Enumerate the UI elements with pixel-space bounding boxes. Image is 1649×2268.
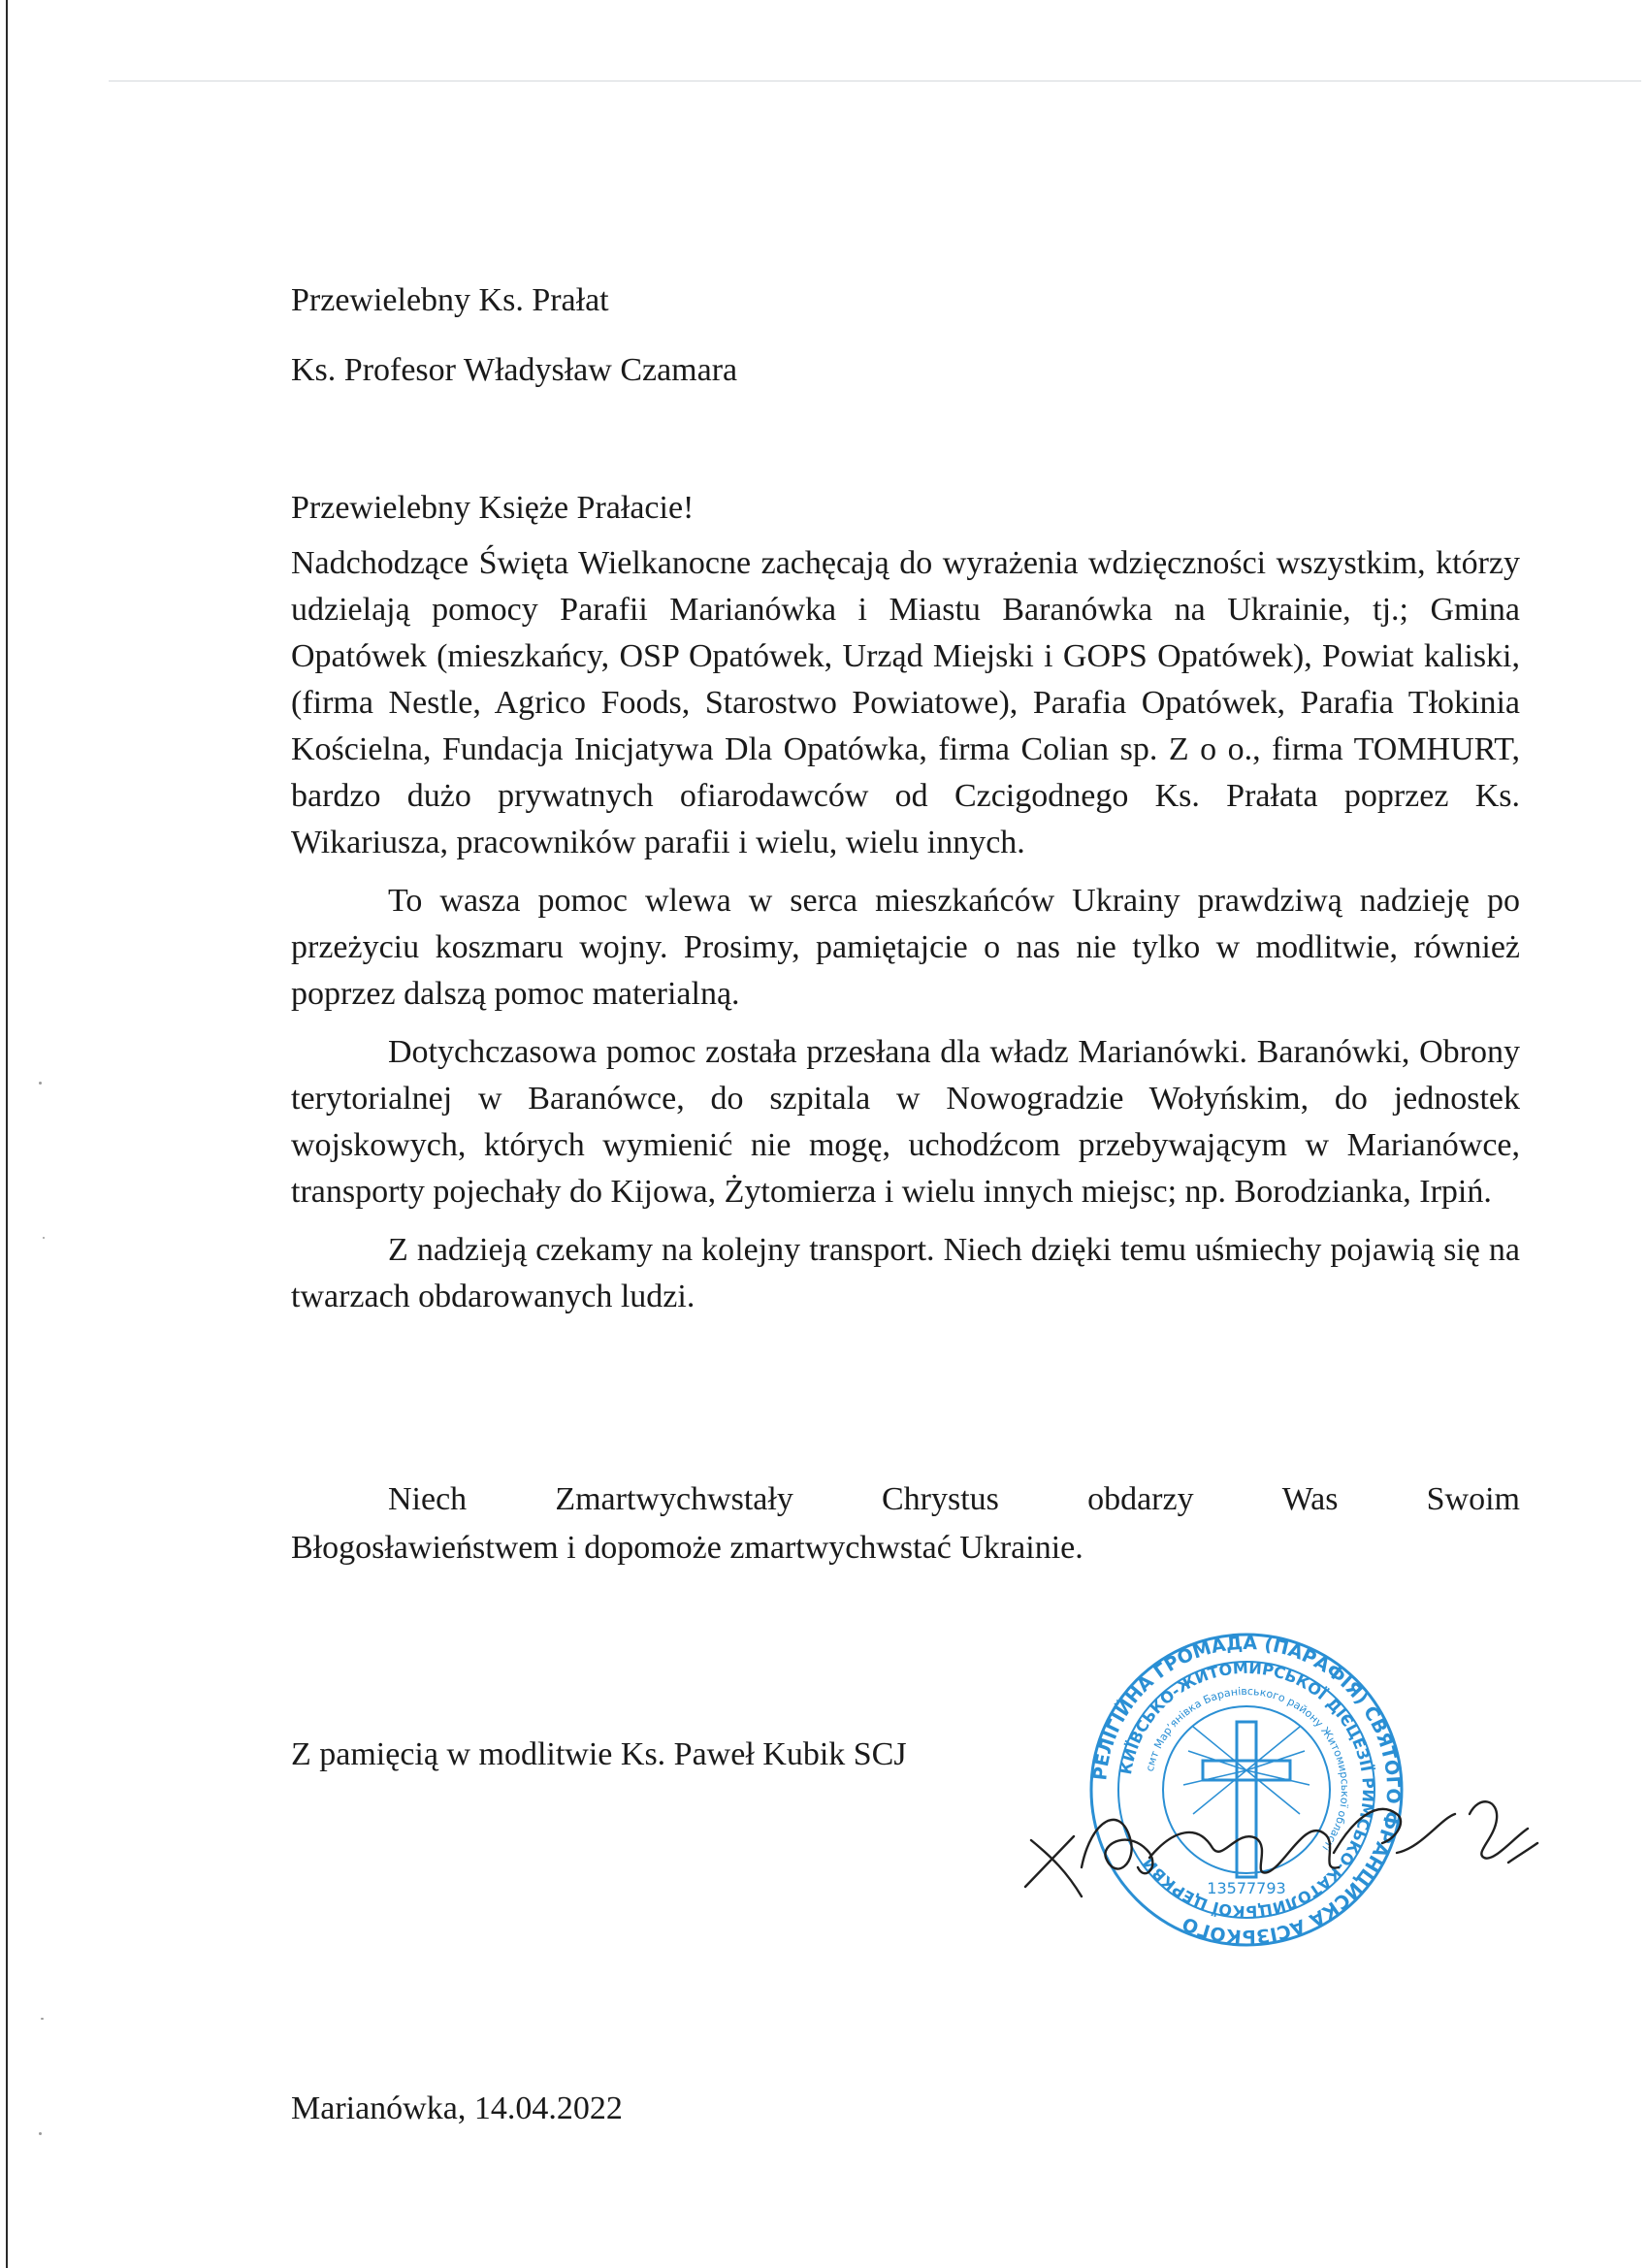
blessing-word: obdarzy xyxy=(1087,1481,1194,1517)
blessing-word: Was xyxy=(1281,1481,1339,1517)
blessing-line-2: Błogosławieństwem i dopomoże zmartwychwstać Ukrainie. xyxy=(291,1530,1083,1566)
scan-speck xyxy=(41,2018,44,2020)
letter-body xyxy=(291,540,1520,1320)
blessing-word: Swoim xyxy=(1426,1481,1520,1517)
scan-speck xyxy=(43,1237,45,1239)
paragraph-gratitude: Nadchodzące Święta Wielkanocne zachęcają do wyrażenia wdzięczności wszystkim, którzy udzielają pomocy Parafii Marianówka i Miastu Baranówka na Ukrainie, tj.; Gmina Opatówek (mieszkańcy, OSP Opatówek, Urząd Miejski i GOPS Opatówek), Powiat kaliski, (firma Nestle, Agrico Foods, Starostwo Powiatowe), Parafia Opatówek, Parafia Tłokinia Kościelna, Fundacja Inicjatywa Dla Opatówka, firma Colian sp. Z o o., firma TOMHURT, bardzo dużo prywatnych ofiarodawców od Czcigodnego Ks. Prałata poprzez Ks. Wikariusza, pracowników parafii i wielu, wielu innych. xyxy=(291,545,1520,860)
paragraph-next-transport: Z nadzieją czekamy na kolejny transport. Niech dzięki temu uśmiechy pojawią się na twarzach obdarowanych ludzi. xyxy=(291,1232,1520,1314)
blessing-word: Chrystus xyxy=(882,1481,999,1517)
greeting: Przewielebny Księże Prałacie! xyxy=(291,490,695,526)
addressee-name: Ks. Profesor Władysław Czamara xyxy=(291,352,738,388)
seal-outer-text: РЕЛІГІЙНА ГРОМАДА (ПАРАФІЯ) СВЯТОГО ФРАНЦИСКА АСІЗЬКОГО xyxy=(1089,1632,1405,1948)
blessing-word: Zmartwychwstały xyxy=(555,1481,793,1517)
seal-number: 13577793 xyxy=(1207,1879,1286,1897)
place-and-date: Marianówka, 14.04.2022 xyxy=(291,2090,623,2126)
scan-speck xyxy=(39,2132,42,2135)
blessing-line-1 xyxy=(291,1476,1520,1523)
seal-core-text: смт Марʼянівка Баранівського району Житомирської області xyxy=(1143,1684,1352,1854)
closing-signature-line: Z pamięcią w modlitwie Ks. Paweł Kubik SCJ xyxy=(291,1736,907,1772)
paragraph-hope: To wasza pomoc wlewa w serca mieszkańców Ukrainy prawdziwą nadzieję po przeżyciu koszmaru wojny. Prosimy, pamiętajcie o nas nie tylko w modlitwie, również poprzez dalszą pomoc materialną. xyxy=(291,883,1520,1012)
scan-speck xyxy=(39,1082,42,1085)
page-left-edge xyxy=(6,0,8,2268)
seal-inner-text: КИЇВСЬКО-ЖИТОМИРСЬКОЇ ДІЄЦЕЗІЇ РИМСЬКО-КАТОЛИЦЬКОЇ ЦЕРКВИ xyxy=(1116,1658,1378,1922)
blessing-word: Niech xyxy=(388,1481,468,1517)
paragraph-aid-recipients: Dotychczasowa pomoc została przesłana dla władz Marianówki. Baranówki, Obrony terytorialnej w Baranówce, do szpitala w Nowogradzie Wołyńskim, do jednostek wojskowych, których wymienić nie mogę, uchodźcom przebywającym w Marianówce, transporty pojechały do Kijowa, Żytomierza i wielu innych miejsc; np. Borodzianka, Irpiń. xyxy=(291,1034,1520,1210)
handwritten-signature xyxy=(1014,1761,1552,1945)
addressee-title: Przewielebny Ks. Prałat xyxy=(291,282,609,318)
